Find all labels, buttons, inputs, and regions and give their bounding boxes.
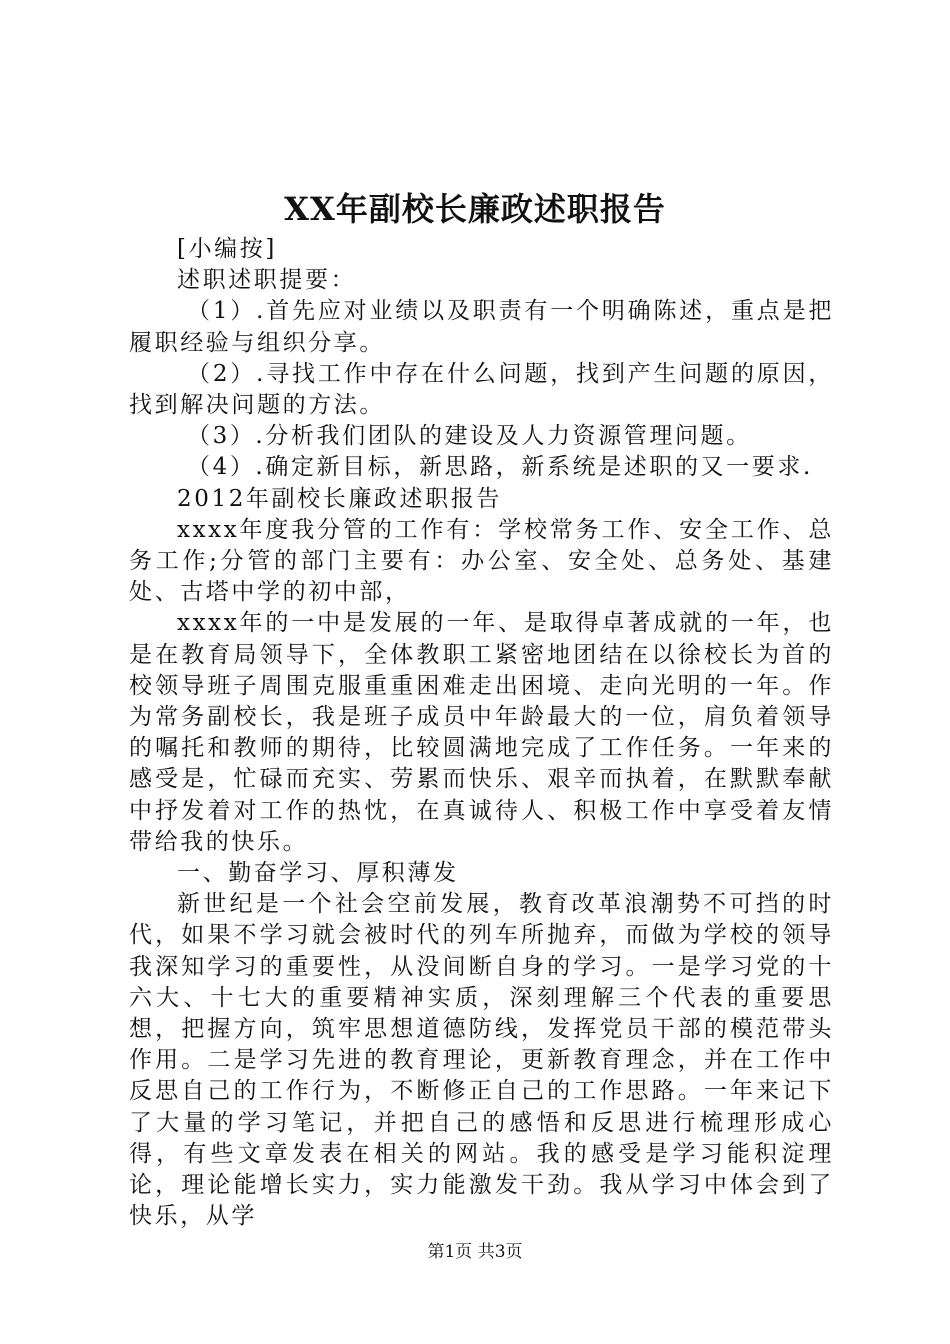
document-title: XX年副校长廉政述职报告 [284, 190, 666, 228]
summary-point-4: （4）.确定新目标，新思路，新系统是述职的又一要求. [187, 454, 813, 481]
report-subtitle: 2012年副校长廉政述职报告 [177, 485, 502, 512]
body-paragraph: xxxx年的一中是发展的一年、是取得卓著成就的一年，也是在教育局领导下，全体教职工紧密地团结在以徐校长为首的校领导班子周围克服重重困难走出困境、走向光明的一年。作为常务副校长，我是班子成员中年龄最大的一位，肩负着领导的嘱托和教师的期待，比较圆满地完成了工作任务。一年来的感受是，忙碌而充实、劳累而快乐、艰辛而执着，在默默奉献中抒发着对工作的热忱，在真诚待人、积极工作中享受着友情带给我的快乐。 [129, 610, 834, 855]
editor-note-label: [小编按] [177, 236, 277, 262]
body-paragraph: xxxx年度我分管的工作有：学校常务工作、安全工作、总务工作;分管的部门主要有：办公室、安全处、总务处、基建处、古塔中学的初中部， [129, 516, 834, 606]
body-paragraph: 新世纪是一个社会空前发展，教育改革浪潮势不可挡的时代，如果不学习就会被时代的列车所抛弃，而做为学校的领导我深知学习的重要性，从没间断自身的学习。一是学习党的十六大、十七大的重要精神实质，深刻理解三个代表的重要思想，把握方向，筑牢思想道德防线，发挥党员干部的模范带头作用。二是学习先进的教育理论，更新教育理念，并在工作中反思自己的工作行为，不断修正自己的工作思路。一年来记下了大量的学习笔记，并把自己的感悟和反思进行梳理形成心得，有些文章发表在相关的网站。我的感受是学习能积淀理论，理论能增长实力，实力能激发干劲。我从学习中体会到了快乐，从学 [129, 891, 834, 1230]
summary-heading: 述职述职提要： [177, 267, 357, 294]
document-body [129, 234, 834, 1233]
summary-point-3: （3）.分析我们团队的建设及人力资源管理问题。 [187, 423, 752, 450]
summary-point-1: （1）.首先应对业绩以及职责有一个明确陈述，重点是把履职经验与组织分享。 [129, 298, 834, 356]
summary-point-2: （2）.寻找工作中存在什么问题，找到产生问题的原因，找到解决问题的方法。 [129, 360, 834, 419]
page-number-footer: 第1页 共3页 [427, 1242, 523, 1262]
section-heading: 一、勤奋学习、厚积薄发 [177, 860, 459, 887]
